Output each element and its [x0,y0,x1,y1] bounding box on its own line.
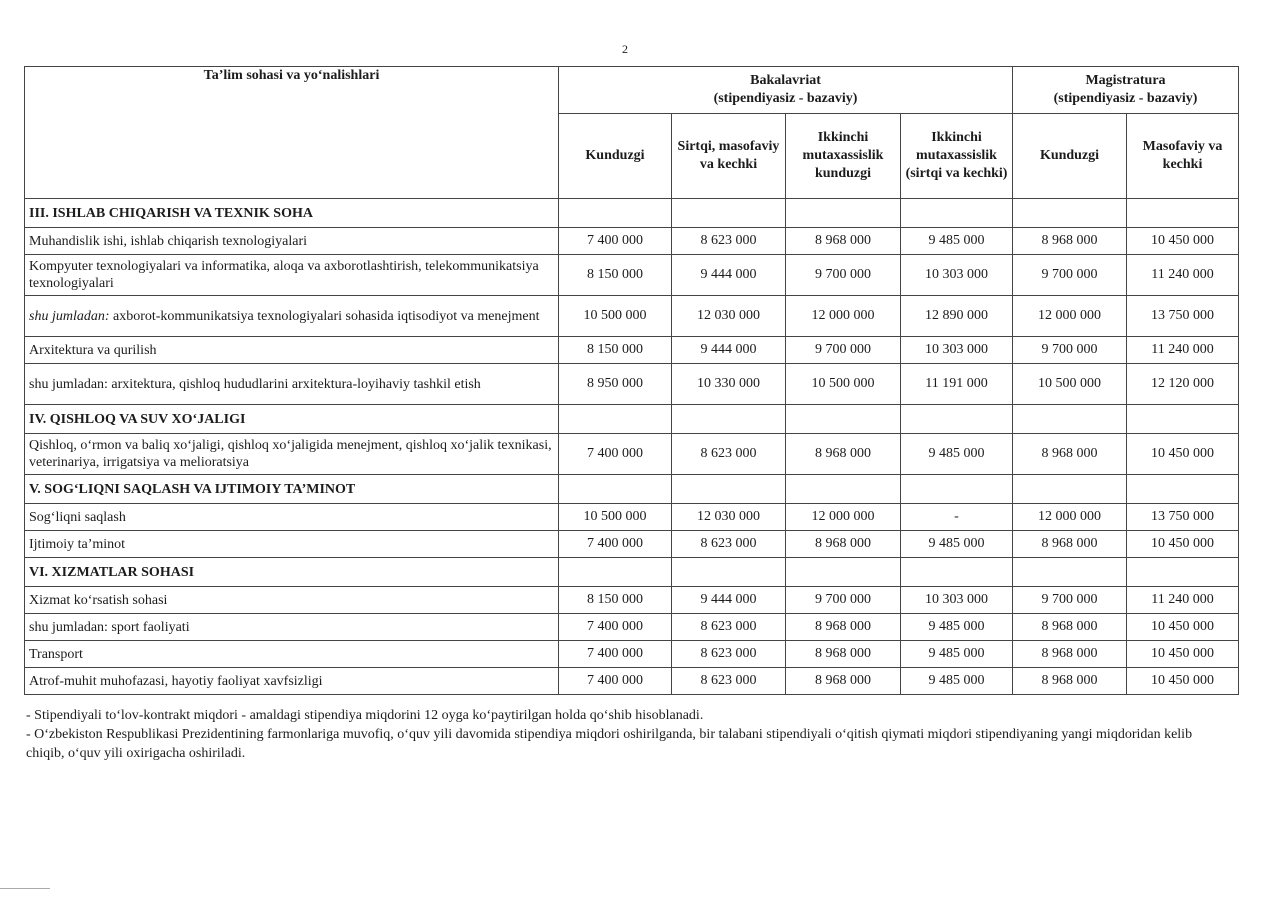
fee-value: 10 450 000 [1127,641,1239,668]
fee-value: 8 968 000 [786,668,901,695]
section-row [25,475,1239,504]
fee-value: 8 950 000 [559,364,672,405]
table-row [25,641,1239,668]
fee-value: 9 444 000 [672,587,786,614]
fee-value: 10 450 000 [1127,228,1239,255]
fee-value: 8 968 000 [786,434,901,475]
direction-label: Qishloq, o‘rmon va baliq xo‘jaligi, qishloq xo‘jaligida menejment, qishloq xo‘jalik texnikasi, veterinariya, irrigatsiya va melioratsiya [25,434,559,475]
column-header-second-specialty-daytime: Ikkinchi mutaxassislik kunduzgi [786,114,901,199]
master-group-header [1013,67,1239,114]
fee-value: 9 700 000 [786,587,901,614]
fee-value: 8 968 000 [1013,531,1127,558]
table-row [25,614,1239,641]
fee-value: 8 623 000 [672,641,786,668]
fee-value: 8 623 000 [672,614,786,641]
table-row [25,504,1239,531]
fee-value: 7 400 000 [559,434,672,475]
section-row [25,199,1239,228]
fee-value: 9 444 000 [672,337,786,364]
fee-value: 9 444 000 [672,255,786,296]
fee-value: 7 400 000 [559,614,672,641]
fee-value: 13 750 000 [1127,504,1239,531]
fee-value: 12 000 000 [786,504,901,531]
fee-value: 12 030 000 [672,504,786,531]
direction-label: Muhandislik ishi, ishlab chiqarish texnologiyalari [25,228,559,255]
section-heading: VI. XIZMATLAR SOHASI [25,558,559,587]
direction-label-prefix: shu jumladan: [29,308,110,324]
fee-value: 10 303 000 [901,587,1013,614]
fee-value: 7 400 000 [559,641,672,668]
fee-value: 7 400 000 [559,228,672,255]
table-row [25,296,1239,337]
fee-value: 11 240 000 [1127,587,1239,614]
fee-value: 9 700 000 [1013,337,1127,364]
fee-value: 10 450 000 [1127,614,1239,641]
fee-value: 11 191 000 [901,364,1013,405]
fee-value: 10 450 000 [1127,668,1239,695]
scan-mark [0,888,50,889]
table-row [25,668,1239,695]
section-heading: IV. QISHLOQ VA SUV XO‘JALIGI [25,405,559,434]
table-row [25,255,1239,296]
bachelor-group-subtitle: (stipendiyasiz - bazaviy) [713,91,858,106]
empty-cell [786,199,901,228]
fee-value: 12 890 000 [901,296,1013,337]
direction-label [25,296,559,337]
fee-value: 8 968 000 [1013,434,1127,475]
empty-cell [786,475,901,504]
fee-value: - [901,504,1013,531]
table-row [25,531,1239,558]
direction-label: Ijtimoiy ta’minot [25,531,559,558]
footnote: - O‘zbekiston Respublikasi Prezidentining farmonlariga muvofiq, o‘quv yili davomida stipendiya miqdori oshirilganda, bir talabani stipendiyali o‘qitish qiymati miqdori stipendiyaning yangi miqdoridan kelib chiqib, o‘quv yili oxirigacha oshiriladi. [26,727,1193,761]
empty-cell [1127,558,1239,587]
fee-value: 11 240 000 [1127,337,1239,364]
empty-cell [1013,199,1127,228]
empty-cell [1013,475,1127,504]
empty-cell [1127,199,1239,228]
fee-value: 9 485 000 [901,531,1013,558]
table-row [25,587,1239,614]
empty-cell [559,405,672,434]
empty-cell [901,405,1013,434]
fee-value: 10 500 000 [559,296,672,337]
table-row [25,228,1239,255]
fee-value: 12 000 000 [786,296,901,337]
fee-value: 8 968 000 [1013,228,1127,255]
fee-value: 10 500 000 [786,364,901,405]
empty-cell [672,558,786,587]
direction-label: Kompyuter texnologiyalari va informatika, aloqa va axborotlashtirish, telekommunikatsiya texnologiyalari [25,255,559,296]
column-header-bachelor-daytime: Kunduzgi [559,114,672,199]
master-group-subtitle: (stipendiyasiz - bazaviy) [1053,91,1198,106]
fee-value: 12 120 000 [1127,364,1239,405]
footnotes [26,706,1226,763]
direction-label: Atrof-muhit muhofazasi, hayotiy faoliyat xavfsizligi [25,668,559,695]
fee-value: 12 000 000 [1013,504,1127,531]
fee-value: 12 030 000 [672,296,786,337]
fee-value: 8 623 000 [672,668,786,695]
fee-value: 10 450 000 [1127,434,1239,475]
direction-label: Sog‘liqni saqlash [25,504,559,531]
direction-label-text: axborot-kommunikatsiya texnologiyalari sohasida iqtisodiyot va menejment [113,308,540,324]
direction-column-header: Ta’lim sohasi va yo‘nalishlari [25,67,559,199]
fee-value: 8 968 000 [786,228,901,255]
master-group-title: Magistratura [1085,73,1166,88]
direction-label: Transport [25,641,559,668]
fee-value: 7 400 000 [559,531,672,558]
fee-value: 8 623 000 [672,228,786,255]
column-header-second-specialty-distance: Ikkinchi mutaxassislik (sirtqi va kechki) [901,114,1013,199]
empty-cell [559,475,672,504]
table-body [25,199,1239,695]
table-row [25,364,1239,405]
direction-label: shu jumladan: arxitektura, qishloq hududlarini arxitektura-loyihaviy tashkil etish [25,364,559,405]
footnote: - Stipendiyali to‘lov-kontrakt miqdori - amaldagi stipendiya miqdorini 12 oyga ko‘paytirilgan holda qo‘shib hisoblanadi. [26,708,704,723]
empty-cell [901,475,1013,504]
page-number: 2 [622,42,628,56]
fee-value: 10 330 000 [672,364,786,405]
empty-cell [1127,475,1239,504]
fee-value: 9 700 000 [786,337,901,364]
fee-value: 8 968 000 [1013,668,1127,695]
empty-cell [672,405,786,434]
bachelor-group-title: Bakalavriat [750,73,821,88]
fee-value: 10 303 000 [901,337,1013,364]
empty-cell [559,199,672,228]
fee-value: 9 485 000 [901,228,1013,255]
tuition-fee-table [24,66,1239,695]
fee-value: 11 240 000 [1127,255,1239,296]
fee-value: 8 150 000 [559,337,672,364]
fee-value: 8 623 000 [672,531,786,558]
empty-cell [901,199,1013,228]
fee-value: 9 700 000 [1013,255,1127,296]
section-row [25,405,1239,434]
direction-label: Arxitektura va qurilish [25,337,559,364]
empty-cell [901,558,1013,587]
empty-cell [1013,405,1127,434]
fee-value: 10 500 000 [559,504,672,531]
fee-value: 9 485 000 [901,614,1013,641]
fee-value: 9 485 000 [901,434,1013,475]
fee-value: 8 968 000 [786,641,901,668]
section-heading: V. SOG‘LIQNI SAQLASH VA IJTIMOIY TA’MINOT [25,475,559,504]
table-row [25,434,1239,475]
empty-cell [559,558,672,587]
column-header-bachelor-distance: Sirtqi, masofaviy va kechki [672,114,786,199]
section-row [25,558,1239,587]
fee-value: 9 700 000 [1013,587,1127,614]
fee-value: 10 303 000 [901,255,1013,296]
bachelor-group-header [559,67,1013,114]
direction-label: shu jumladan: sport faoliyati [25,614,559,641]
fee-value: 8 623 000 [672,434,786,475]
column-header-master-distance: Masofaviy va kechki [1127,114,1239,199]
fee-value: 8 968 000 [1013,614,1127,641]
empty-cell [672,199,786,228]
fee-value: 10 500 000 [1013,364,1127,405]
fee-value: 13 750 000 [1127,296,1239,337]
empty-cell [672,475,786,504]
fee-value: 12 000 000 [1013,296,1127,337]
fee-value: 8 150 000 [559,255,672,296]
fee-value: 10 450 000 [1127,531,1239,558]
table-row [25,337,1239,364]
empty-cell [786,405,901,434]
fee-value: 8 150 000 [559,587,672,614]
column-header-master-daytime: Kunduzgi [1013,114,1127,199]
fee-value: 9 700 000 [786,255,901,296]
fee-value: 9 485 000 [901,641,1013,668]
direction-label: Xizmat ko‘rsatish sohasi [25,587,559,614]
empty-cell [786,558,901,587]
fee-value: 8 968 000 [786,614,901,641]
empty-cell [1013,558,1127,587]
fee-value: 8 968 000 [1013,641,1127,668]
fee-value: 8 968 000 [786,531,901,558]
fee-value: 7 400 000 [559,668,672,695]
empty-cell [1127,405,1239,434]
section-heading: III. ISHLAB CHIQARISH VA TEXNIK SOHA [25,199,559,228]
fee-value: 9 485 000 [901,668,1013,695]
